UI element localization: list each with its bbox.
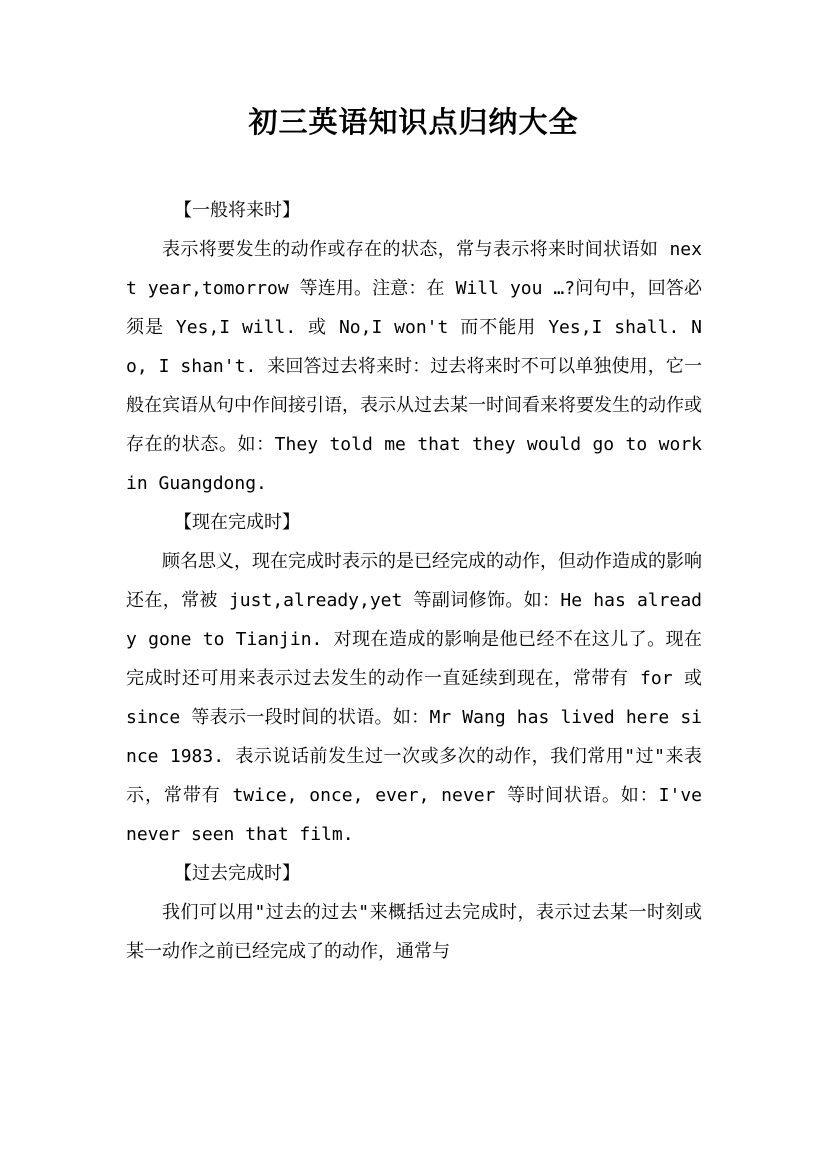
section-past-perfect <box>126 854 702 971</box>
document-body <box>126 191 702 971</box>
section-heading: 【现在完成时】 <box>174 512 300 533</box>
section-heading: 【一般将来时】 <box>174 200 300 221</box>
section-heading: 【过去完成时】 <box>174 863 300 884</box>
section-future-tense <box>126 191 702 503</box>
document-title: 初三英语知识点归纳大全 <box>248 105 579 139</box>
section-paragraph: 顾名思义，现在完成时表示的是已经完成的动作，但动作造成的影响还在，常被 just,already,yet 等副词修饰。如：He has already gone to Tianjin. 对现在造成的影响是他已经不在这儿了。现在完成时还可用来表示过去发生的动作一直延续到现在，常带有 for 或 since 等表示一段时间的状语。如：Mr Wang has lived here since 1983. 表示说话前发生过一次或多次的动作，我们常用"过"来表示，常带有 twice, once, ever, never 等时间状语。如：I've never seen that film. <box>126 551 702 845</box>
section-paragraph: 我们可以用"过去的过去"来概括过去完成时，表示过去某一时刻或某一动作之前已经完成了的动作，通常与 <box>126 902 702 962</box>
section-present-perfect <box>126 503 702 854</box>
section-paragraph: 表示将要发生的动作或存在的状态，常与表示将来时间状语如 next year,tomorrow 等连用。注意：在 Will you …?问句中，回答必须是 Yes,I will. 或 No,I won't 而不能用 Yes,I shall. No, I shan't. 来回答过去将来时：过去将来时不可以单独使用，它一般在宾语从句中作间接引语，表示从过去某一时间看来将要发生的动作或存在的状态。如：They told me that they would go to work in Guangdong. <box>126 239 702 494</box>
